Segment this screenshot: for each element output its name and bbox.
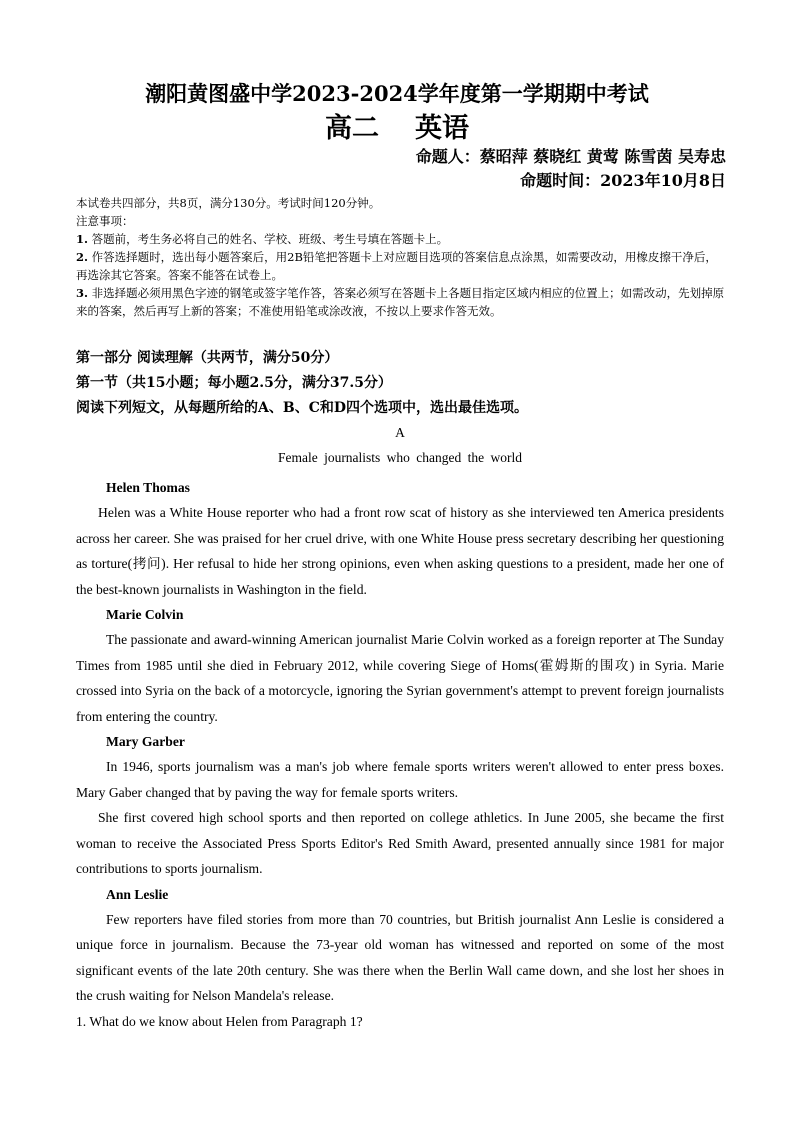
notice-label: 注意事项： [76, 214, 134, 228]
notice-item-2: 2. 作答选择题时，选出每小题答案后，用2B铅笔把答题卡上对应题目选项的答案信息点涂黑，如需要改动，用橡皮擦干净后，再选涂其它答案。答案不能答在试卷上。 [76, 250, 717, 282]
exam-authors: 命题人：蔡昭萍 蔡晓红 黄莺 陈雪茵 吴寿忠 [415, 147, 726, 166]
paragraph: She first covered high school sports and then reported on college athletics. In June 2005, she became the first woman to receive the Associated Press Sports Editor's Red Smith Award, presented annually since 1981 for major contributions to sports journalism. [76, 810, 724, 877]
paragraph: Few reporters have filed stories from more than 70 countries, but British journalist Ann Leslie is considered a unique force in journalism. Because the 73-year old woman has witnessed and reported on some of the most significant events of the late 20th century. She was there when the Berlin Wall came down, and she lost her shoes in the crush waiting for Nelson Mandela's release. [76, 911, 724, 1004]
exam-date: 命题时间：2023年10月8日 [520, 171, 726, 190]
exam-subject-heading [0, 106, 794, 145]
grade-label: 高二 [325, 113, 379, 144]
directions: 阅读下列短文，从每题所给的A、B、C和D四个选项中，选出最佳选项。 [76, 400, 528, 416]
person-name: Mary Garber [106, 734, 185, 750]
instructions-block [76, 194, 726, 320]
part-heading: 第一部分 阅读理解（共两节，满分50分） [76, 350, 339, 366]
paragraph: The passionate and award-winning American journalist Marie Colvin worked as a foreign reporter at The Sunday Times from 1985 until she died in February 2012, while covering Siege of Homs(霍姆斯的围攻) in Syria. Marie crossed into Syria on the back of a motorcycle, ignoring the Syrian government's attempt to prevent foreign journalists from entering the country. [76, 632, 724, 724]
section-heading: 第一节（共15小题；每小题2.5分，满分37.5分） [76, 375, 392, 391]
passage-title: Female journalists who changed the world [277, 450, 523, 465]
person-name: Marie Colvin [106, 607, 184, 623]
paragraph: Helen was a White House reporter who had a front row scat of history as she interviewed ten America presidents across her career. She was praised for her cruel drive, with one White House press secretary describing her questioning as torture(拷问). Her refusal to hide her strong opinions, even when asking questions to a president, made her one of the best-known journalists in Washington in the field. [76, 505, 724, 597]
question-1: 1. What do we know about Helen from Paragraph 1? [76, 1013, 363, 1029]
notice-item-3: 3. 非选择题必须用黑色字迹的钢笔或签字笔作答，答案必须写在答题卡上各题目指定区域内相应的位置上；如需改动，先划掉原来的答案，然后再写上新的答案；不准使用铅笔或涂改液，不按以上要求作答无效。 [76, 286, 725, 318]
subject-label: 英语 [415, 113, 469, 144]
exam-title: 潮阳黄图盛中学2023-2024学年度第一学期期中考试 [145, 81, 649, 106]
paragraph: In 1946, sports journalism was a man's job where female sports writers weren't allowed to enter press boxes. Mary Gaber changed that by paving the way for female sports writers. [76, 759, 724, 800]
instructions-intro: 本试卷共四部分，共8页，满分130分。考试时间120分钟。 [76, 196, 381, 210]
person-name: Helen Thomas [106, 480, 190, 495]
person-name: Ann Leslie [106, 886, 169, 902]
passage-body [76, 475, 724, 1034]
section-headings [76, 346, 726, 421]
notice-item-1: 1. 答题前，考生务必将自己的姓名、学校、班级、考生号填在答题卡上。 [76, 232, 449, 246]
passage-letter: A [395, 425, 405, 440]
